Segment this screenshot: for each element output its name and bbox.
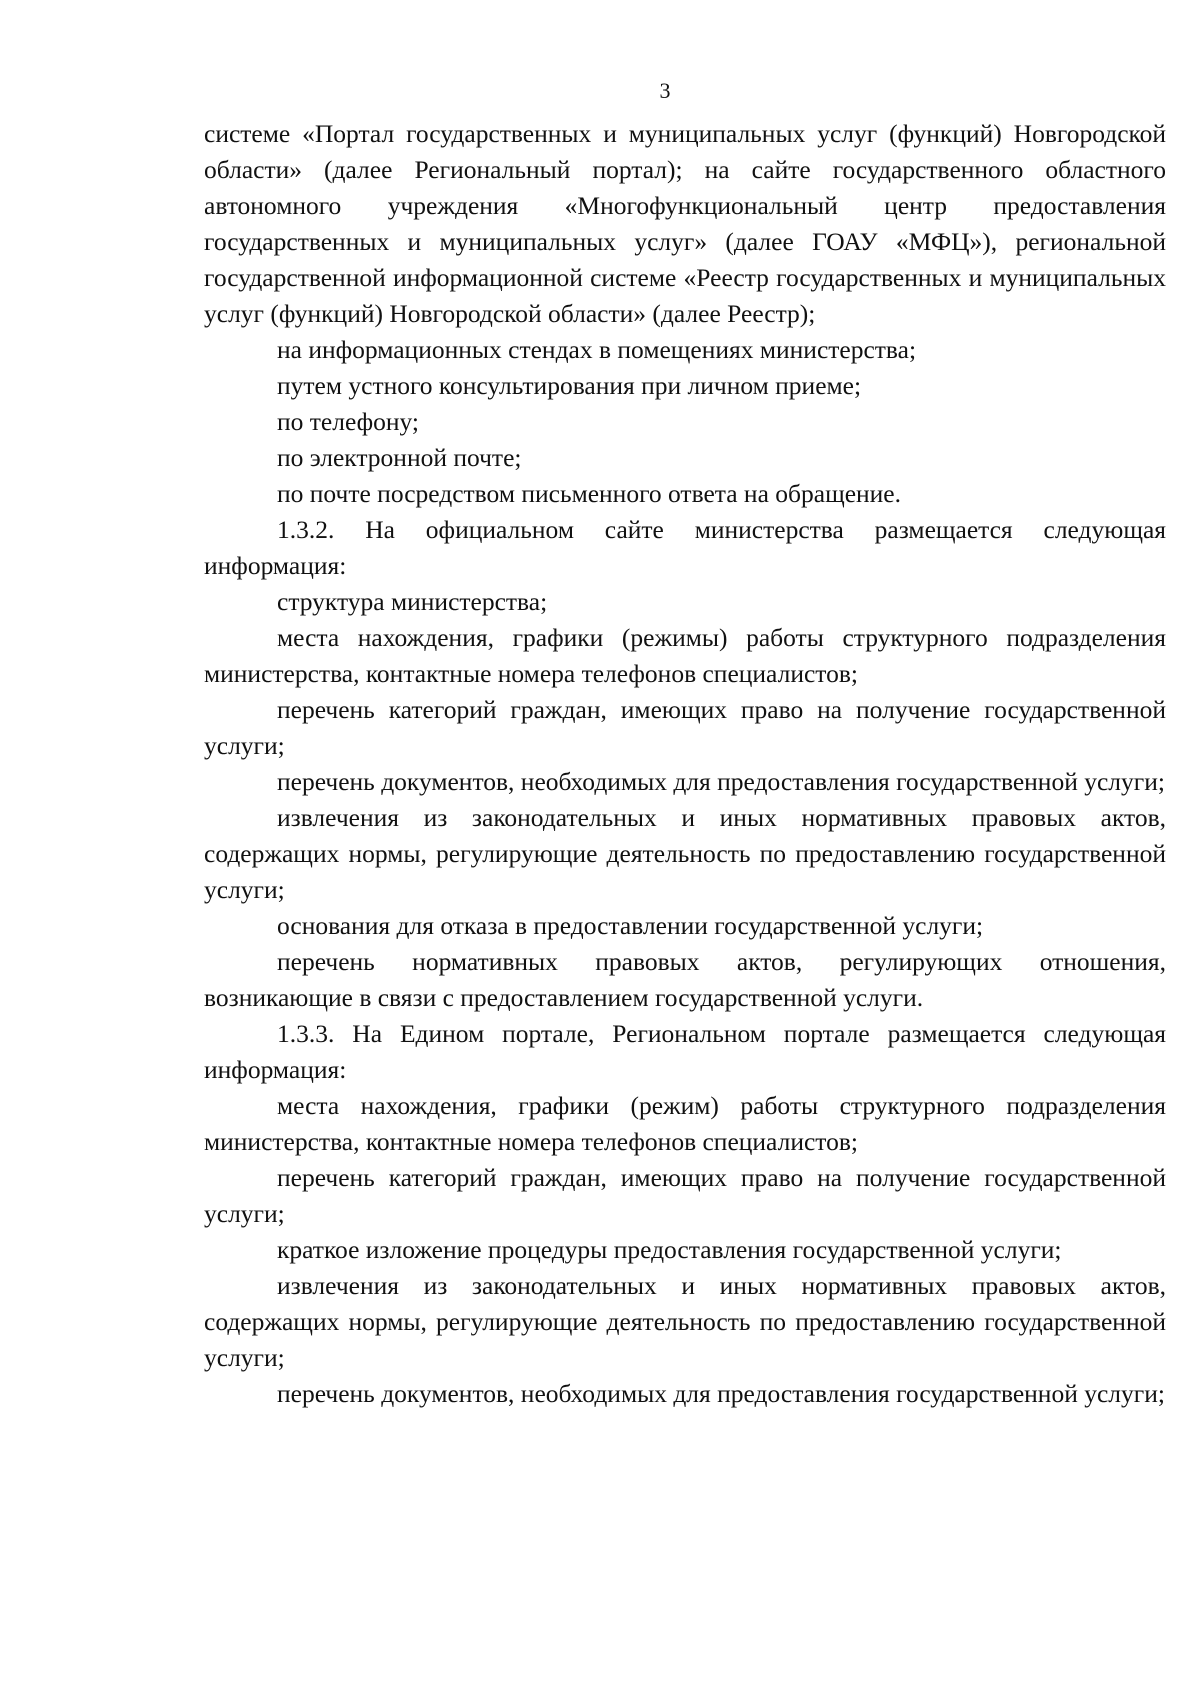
list-item-locations-schedule: места нахождения, графики (режим) работы структурного подразделения министерства, контактные номера телефонов специалистов; — [204, 1091, 1166, 1156]
paragraph-portal-continuation: системе «Портал государственных и муниципальных услуг (функций) Новгородской области» (далее Региональный портал); на сайте государственного областного автономного учреждения «Многофункциональный центр предоставления государственных и муниципальных услуг» (далее ГОАУ «МФЦ»), региональной государственной информационной системе «Реестр государственных и муниципальных услуг (функций) Новгородской области» (далее Реестр); — [204, 119, 1166, 328]
clause-1-3-2: 1.3.2. На официальном сайте министерства размещается следующая информация: — [204, 515, 1166, 580]
list-item-locations-schedules: места нахождения, графики (режимы) работы структурного подразделения министерства, контактные номера телефонов специалистов; — [204, 623, 1166, 688]
list-item-citizen-categories-portal: перечень категорий граждан, имеющих право на получение государственной услуги; — [204, 1163, 1166, 1228]
list-item-required-documents: перечень документов, необходимых для предоставления государственной услуги; — [277, 767, 1165, 796]
list-item-procedure-summary: краткое изложение процедуры предоставления государственной услуги; — [277, 1235, 1062, 1264]
page-number: 3 — [659, 78, 671, 103]
list-item-citizen-categories: перечень категорий граждан, имеющих право на получение государственной услуги; — [204, 695, 1166, 760]
clause-1-3-3: 1.3.3. На Едином портале, Региональном портале размещается следующая информация: — [204, 1019, 1166, 1084]
list-item-oral-consultation: путем устного консультирования при личном приеме; — [277, 371, 862, 400]
list-item-phone: по телефону; — [277, 407, 420, 436]
list-item-required-documents-portal: перечень документов, необходимых для предоставления государственной услуги; — [277, 1379, 1165, 1408]
list-item-info-stands: на информационных стендах в помещениях министерства; — [277, 335, 917, 364]
list-item-legal-extracts-portal: извлечения из законодательных и иных нормативных правовых актов, содержащих нормы, регулирующие деятельность по предоставлению государственной услуги; — [204, 1271, 1166, 1372]
list-item-email: по электронной почте; — [277, 443, 522, 472]
list-item-legal-extracts: извлечения из законодательных и иных нормативных правовых актов, содержащих нормы, регулирующие деятельность по предоставлению государственной услуги; — [204, 803, 1166, 904]
list-item-refusal-grounds: основания для отказа в предоставлении государственной услуги; — [277, 911, 984, 940]
list-item-regulatory-acts: перечень нормативных правовых актов, регулирующих отношения, возникающие в связи с предоставлением государственной услуги. — [204, 947, 1166, 1012]
list-item-ministry-structure: структура министерства; — [277, 587, 548, 616]
list-item-postal: по почте посредством письменного ответа на обращение. — [277, 479, 902, 508]
document-body — [204, 116, 1166, 1412]
